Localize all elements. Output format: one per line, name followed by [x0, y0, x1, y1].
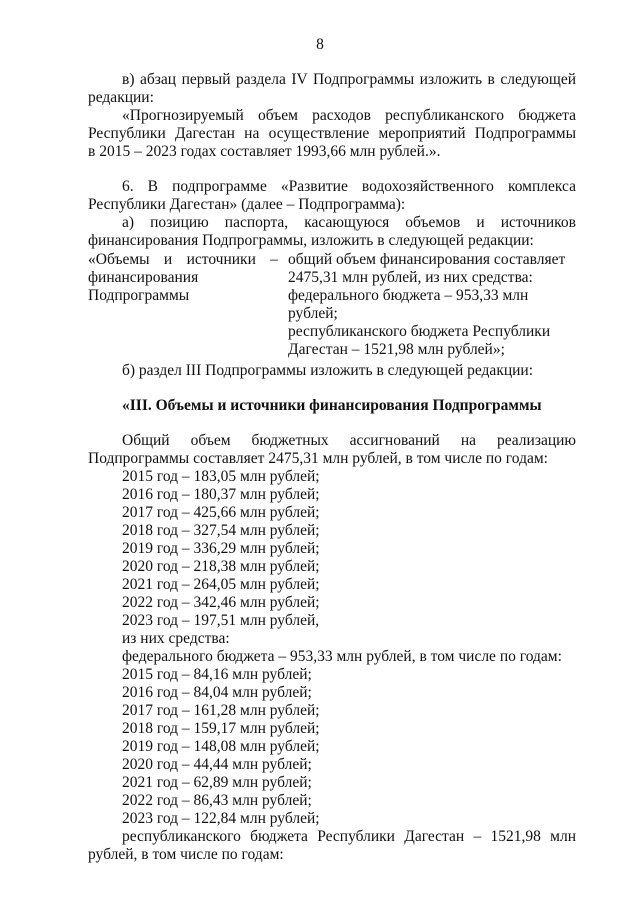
year-line: 2023 год – 197,51 млн рублей, — [122, 612, 320, 629]
year-line: 2020 год – 218,38 млн рублей; — [122, 558, 320, 575]
year-line: 2015 год – 84,16 млн рублей; — [122, 666, 312, 683]
para-6-line: Республики Дагестан» (далее – Подпрограмма): — [88, 196, 406, 213]
year-line: 2016 год – 180,37 млн рублей; — [122, 486, 320, 503]
para-v-line: редакции: — [88, 89, 154, 106]
year-line: 2018 год – 159,17 млн рублей; — [122, 720, 320, 737]
para-a-line: а) позицию паспорта, касающуюся объемов и источников — [122, 214, 576, 231]
federal-line: федерального бюджета – 953,33 млн рублей, в том числе по годам: — [122, 648, 562, 665]
year-line: 2022 год – 342,46 млн рублей; — [122, 594, 320, 611]
para-a-line: финансирования Подпрограммы, изложить в следующей редакции: — [88, 232, 534, 249]
passport-right-cell: 2475,31 млн рублей, из них средства: — [288, 269, 533, 286]
total-line: Подпрограммы составляет 2475,31 млн рублей, в том числе по годам: — [88, 450, 548, 467]
year-line: 2020 год – 44,44 млн рублей; — [122, 756, 312, 773]
section-heading: «III. Объемы и источники финансирования Подпрограммы — [122, 397, 542, 414]
year-line: 2022 год – 86,43 млн рублей; — [122, 792, 312, 809]
passport-left-cell: финансирования — [88, 269, 199, 286]
republican-line: рублей, в том числе по годам: — [88, 846, 284, 863]
year-line: 2018 год – 327,54 млн рублей; — [122, 522, 320, 539]
year-line: 2017 год – 161,28 млн рублей; — [122, 702, 320, 719]
quote-line: «Прогнозируемый объем расходов республиканского бюджета — [122, 107, 576, 124]
year-line: 2016 год – 84,04 млн рублей; — [122, 684, 312, 701]
year-line: 2021 год – 62,89 млн рублей; — [122, 774, 312, 791]
passport-right-cell: рублей; — [288, 305, 338, 322]
year-line: 2023 год – 122,84 млн рублей; — [122, 810, 320, 827]
year-line: 2021 год – 264,05 млн рублей; — [122, 576, 320, 593]
passport-right-cell: Дагестан – 1521,98 млн рублей»; — [288, 341, 505, 358]
year-line: 2017 год – 425,66 млн рублей; — [122, 504, 320, 521]
year-line: 2019 год – 148,08 млн рублей; — [122, 738, 320, 755]
total-line: Общий объем бюджетных ассигнований на реализацию — [122, 432, 576, 449]
quote-line: в 2015 – 2023 годах составляет 1993,66 млн рублей.». — [88, 143, 441, 160]
republican-line: республиканского бюджета Республики Дагестан – 1521,98 млн — [122, 828, 576, 845]
passport-right-cell: республиканского бюджета Республики — [288, 323, 551, 340]
passport-left-cell: «Объемы и источники – — [88, 251, 278, 268]
page-number: 8 — [316, 36, 324, 53]
passport-right-cell: общий объем финансирования составляет — [288, 251, 566, 268]
from-them-line: из них средства: — [122, 630, 230, 647]
quote-line: Республики Дагестан на осуществление мероприятий Подпрограммы — [88, 125, 576, 142]
year-line: 2019 год – 336,29 млн рублей; — [122, 540, 320, 557]
passport-left-cell: Подпрограммы — [88, 287, 190, 304]
para-b: б) раздел III Подпрограммы изложить в следующей редакции: — [122, 362, 534, 379]
para-6-line: 6. В подпрограмме «Развитие водохозяйственного комплекса — [122, 178, 576, 195]
year-line: 2015 год – 183,05 млн рублей; — [122, 468, 320, 485]
passport-right-cell: федерального бюджета – 953,33 млн — [288, 287, 529, 304]
para-v-line: в) абзац первый раздела IV Подпрограммы изложить в следующей — [122, 71, 576, 88]
